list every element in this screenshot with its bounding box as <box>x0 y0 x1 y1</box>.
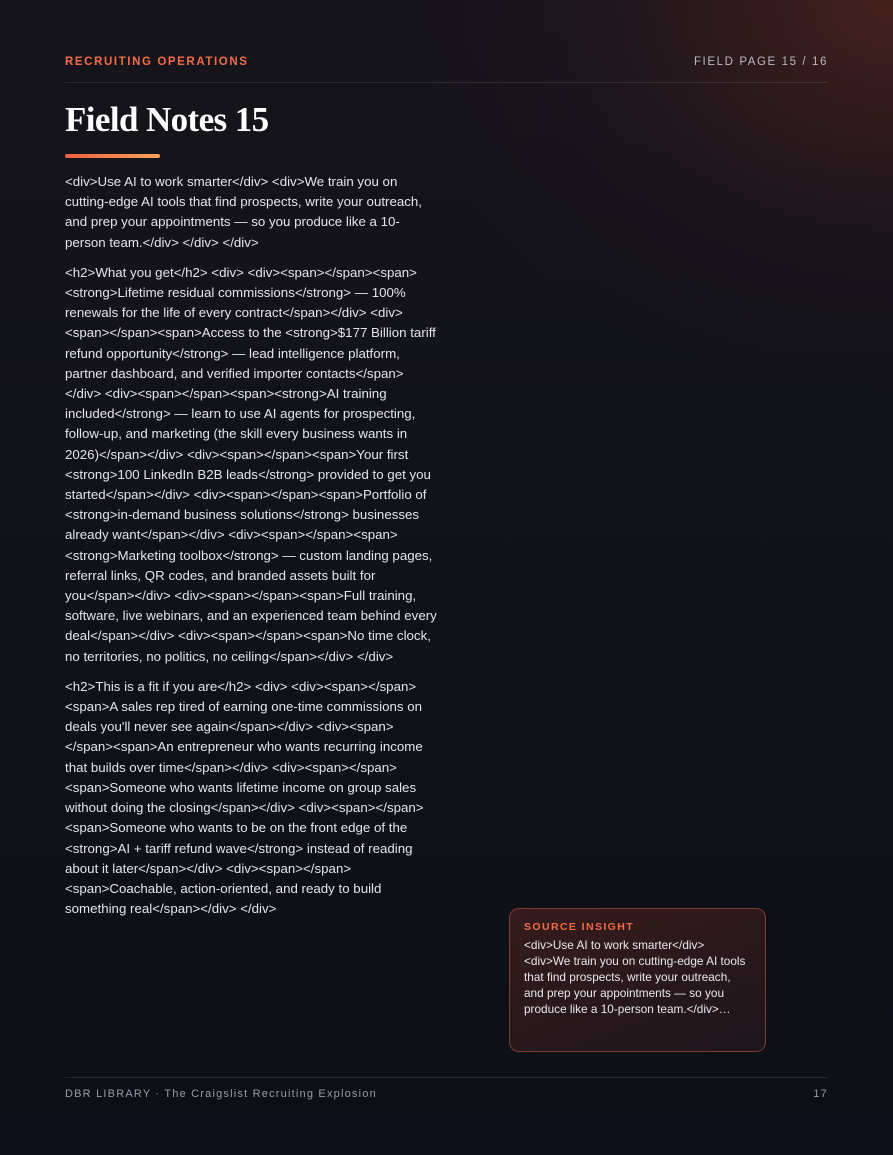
insight-text: <div>Use AI to work smarter</div> <div>We train you on cutting-edge AI tools that find prospects, write your outreach, and prep your appointments — so you produce like a 10-person team.</div>… <box>524 938 746 1016</box>
page-title: Field Notes 15 <box>65 100 269 139</box>
body-paragraph-intro: <div>Use AI to work smarter</div> <div>We train you on cutting-edge AI tools that find prospects, write your outreach, and prep your appointments — so you produce like a 10-person team.</div> </div> </div> <box>65 174 422 250</box>
body-text <box>65 172 437 929</box>
page-footer <box>65 1077 828 1108</box>
source-insight-callout <box>509 908 766 1052</box>
footer-page-number: 17 <box>813 1088 828 1100</box>
document-page <box>65 0 828 1155</box>
page-header <box>65 55 828 83</box>
page-indicator: FIELD PAGE 15 / 16 <box>693 56 828 68</box>
title-accent-bar <box>65 154 160 158</box>
footer-source: DBR LIBRARY · The Craigslist Recruiting Explosion <box>65 1088 377 1100</box>
insight-title: SOURCE INSIGHT <box>524 921 635 933</box>
body-paragraph-fit: <h2>This is a fit if you are</h2> <div> <div><span></span><span>A sales rep tired of earning one-time commissions on deals you'll never see again</span></div> <div><span></span><span>An entrepreneur who wants recurring income that builds over time</span></div> <div><span></span><span>Someone who wants lifetime income on group sales without doing the closing</span></div> <div><span></span><span>Someone who wants to be on the front edge of the <strong>AI + tariff refund wave</strong> instead of reading about it later</span></div> <div><span></span><span>Coachable, action-oriented, and ready to build something real</span></div> </div> <box>65 678 424 917</box>
section-label: RECRUITING OPERATIONS <box>65 56 249 68</box>
body-paragraph-what-you-get: <h2>What you get</h2> <div> <div><span></span><span><strong>Lifetime residual commissions</strong> — 100% renewals for the life of every contract</span></div> <div><span></span><span>Access to the <strong>$177 Billion tariff refund opportunity</strong> — lead intelligence platform, partner dashboard, and verified importer contacts</span></div> <div><span></span><span><strong>AI training included</strong> — learn to use AI agents for prospecting, follow-up, and marketing (the skill every business wants in 2026)</span></div> <div><span></span><span>Your first <strong>100 LinkedIn B2B leads</strong> provided to get you started</span></div> <div><span></span><span>Portfolio of <strong>in-demand business solutions</strong> businesses already want</span></div> <div><span></span><span><strong>Marketing toolbox</strong> — custom landing pages, referral links, QR codes, and branded assets built for you</span></div> <div><span></span><span>Full training, software, live webinars, and an experienced team behind every deal</span></div> <div><span></span><span>No time clock, no territories, no politics, no ceiling</span></div> </div> <box>65 264 437 664</box>
